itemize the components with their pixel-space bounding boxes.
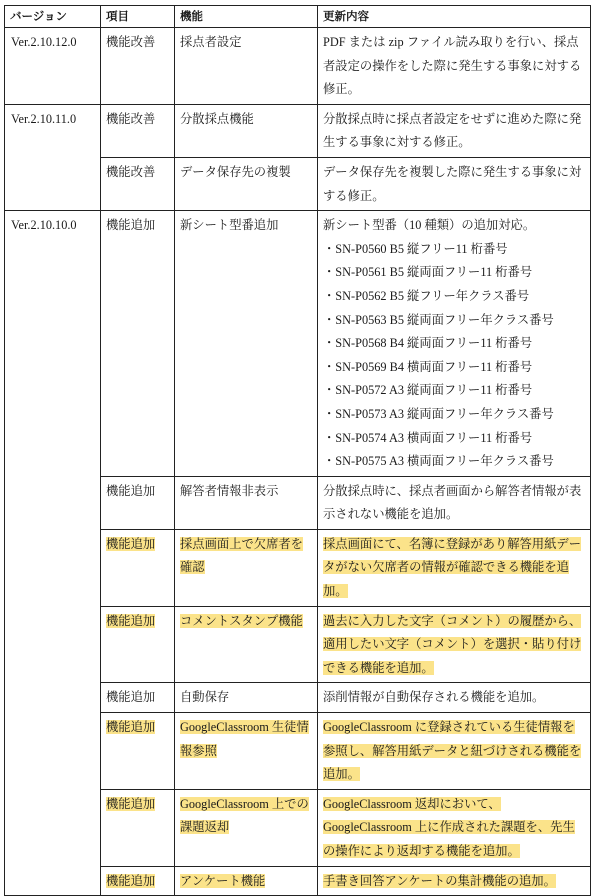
- item-cell: [101, 157, 175, 210]
- model-number-list-item: ・SN-P0563 B5 縦両面フリー年クラス番号: [323, 312, 554, 327]
- feature-text: 採点者設定: [180, 35, 242, 49]
- version-cell: Ver.2.10.10.0: [5, 211, 101, 896]
- item-text: 機能追加: [106, 796, 156, 811]
- item-cell: [101, 683, 175, 713]
- item-cell: [101, 28, 175, 105]
- content-cell: [318, 606, 591, 683]
- content-cell: [318, 476, 591, 529]
- model-number-list-item: ・SN-P0560 B5 縦フリー11 桁番号: [323, 241, 508, 256]
- content-text: 分散採点時に、採点者画面から解答者情報が表示されない機能を追加。: [323, 483, 582, 522]
- feature-text: 採点画面上で欠席者を確認: [180, 536, 303, 575]
- item-text: 機能追加: [106, 536, 156, 551]
- item-cell: [101, 789, 175, 866]
- feature-text: 解答者情報非表示: [180, 483, 279, 498]
- content-cell: [318, 104, 591, 157]
- release-notes-document: [4, 5, 590, 896]
- item-cell: [101, 866, 175, 896]
- version-cell: Ver.2.10.11.0: [5, 104, 101, 210]
- item-cell: [101, 476, 175, 529]
- content-text: データ保存先を複製した際に発生する事象に対する修正。: [323, 164, 582, 203]
- item-cell: [101, 211, 175, 477]
- model-number-list-item: ・SN-P0573 A3 縦両面フリー年クラス番号: [323, 406, 554, 421]
- content-text: 過去に入力した文字（コメント）の履歴から、適用したい文字（コメント）を選択・貼り付けできる機能を追加。: [323, 613, 582, 675]
- feature-cell: [175, 211, 318, 477]
- feature-cell: [175, 713, 318, 790]
- feature-cell: [175, 789, 318, 866]
- content-cell: [318, 28, 591, 105]
- content-text: 新シート型番（10 種類）の追加対応。: [323, 218, 536, 233]
- item-text: 機能追加: [106, 218, 156, 233]
- model-number-list-item: ・SN-P0575 A3 横両面フリー年クラス番号: [323, 454, 554, 469]
- feature-text: 新シート型番追加: [180, 218, 279, 233]
- header-version: バージョン: [5, 6, 101, 28]
- content-text: 添削情報が自動保存される機能を追加。: [323, 690, 545, 705]
- feature-text: 分散採点機能: [180, 111, 254, 126]
- table-row: [5, 28, 591, 105]
- model-number-list-item: ・SN-P0574 A3 横両面フリー11 桁番号: [323, 430, 533, 445]
- item-text: 機能改善: [106, 111, 156, 126]
- header-item: 項目: [101, 6, 175, 28]
- feature-cell: [175, 606, 318, 683]
- content-text: GoogleClassroom 返却において、GoogleClassroom 上に作成された課題を、先生の操作により返却する機能を追加。: [323, 796, 575, 858]
- content-text: 分散採点時に採点者設定をせずに進めた際に発生する事象に対する修正。: [323, 111, 582, 150]
- content-cell: [318, 713, 591, 790]
- item-cell: [101, 606, 175, 683]
- feature-text: GoogleClassroom 上での課題返却: [180, 796, 309, 835]
- model-number-list-item: ・SN-P0569 B4 横両面フリー11 桁番号: [323, 359, 533, 374]
- feature-cell: [175, 28, 318, 105]
- content-text: 採点画面にて、名簿に登録があり解答用紙データがない欠席者の情報が確認できる機能を追加。: [323, 536, 581, 599]
- content-text: GoogleClassroom に登録されている生徒情報を参照し、解答用紙データと紐づけされる機能を追加。: [323, 720, 582, 782]
- content-cell: [318, 789, 591, 866]
- version-cell: Ver.2.10.12.0: [5, 28, 101, 105]
- feature-text: 自動保存: [180, 690, 230, 705]
- content-cell: [318, 529, 591, 606]
- feature-text: コメントスタンプ機能: [180, 613, 303, 628]
- feature-cell: [175, 866, 318, 896]
- feature-cell: [175, 104, 318, 157]
- content-cell: [318, 866, 591, 896]
- model-number-list-item: ・SN-P0561 B5 縦両面フリー11 桁番号: [323, 265, 533, 280]
- feature-cell: [175, 529, 318, 606]
- content-cell: [318, 211, 591, 477]
- item-text: 機能追加: [106, 483, 156, 498]
- feature-cell: [175, 476, 318, 529]
- feature-cell: [175, 157, 318, 210]
- feature-text: データ保存先の複製: [180, 164, 291, 179]
- item-cell: [101, 713, 175, 790]
- model-number-list-item: ・SN-P0568 B4 縦両面フリー11 桁番号: [323, 336, 533, 351]
- table-row: [5, 211, 591, 477]
- model-number-list-item: ・SN-P0562 B5 縦フリー年クラス番号: [323, 288, 530, 303]
- content-cell: [318, 683, 591, 713]
- release-notes-table: [4, 5, 591, 896]
- table-body: [5, 28, 591, 896]
- feature-cell: [175, 683, 318, 713]
- table-header-row: [5, 6, 591, 28]
- item-text: 機能改善: [106, 35, 156, 49]
- item-text: 機能追加: [106, 873, 156, 888]
- item-text: 機能追加: [106, 720, 156, 735]
- content-cell: [318, 157, 591, 210]
- content-text: 手書き回答アンケートの集計機能の追加。: [323, 873, 556, 888]
- content-text: PDF または zip ファイル読み取りを行い、採点者設定の操作をした際に発生する事象に対する修正。: [323, 35, 582, 97]
- header-feature: 機能: [175, 6, 318, 28]
- item-text: 機能追加: [106, 690, 156, 705]
- item-text: 機能追加: [106, 613, 156, 628]
- feature-text: アンケート機能: [180, 873, 266, 888]
- item-cell: [101, 529, 175, 606]
- model-number-list-item: ・SN-P0572 A3 縦両面フリー11 桁番号: [323, 383, 533, 398]
- header-content: 更新内容: [318, 6, 591, 28]
- item-cell: [101, 104, 175, 157]
- feature-text: GoogleClassroom 生徒情報参照: [180, 720, 309, 758]
- item-text: 機能改善: [106, 164, 156, 179]
- table-row: [5, 104, 591, 157]
